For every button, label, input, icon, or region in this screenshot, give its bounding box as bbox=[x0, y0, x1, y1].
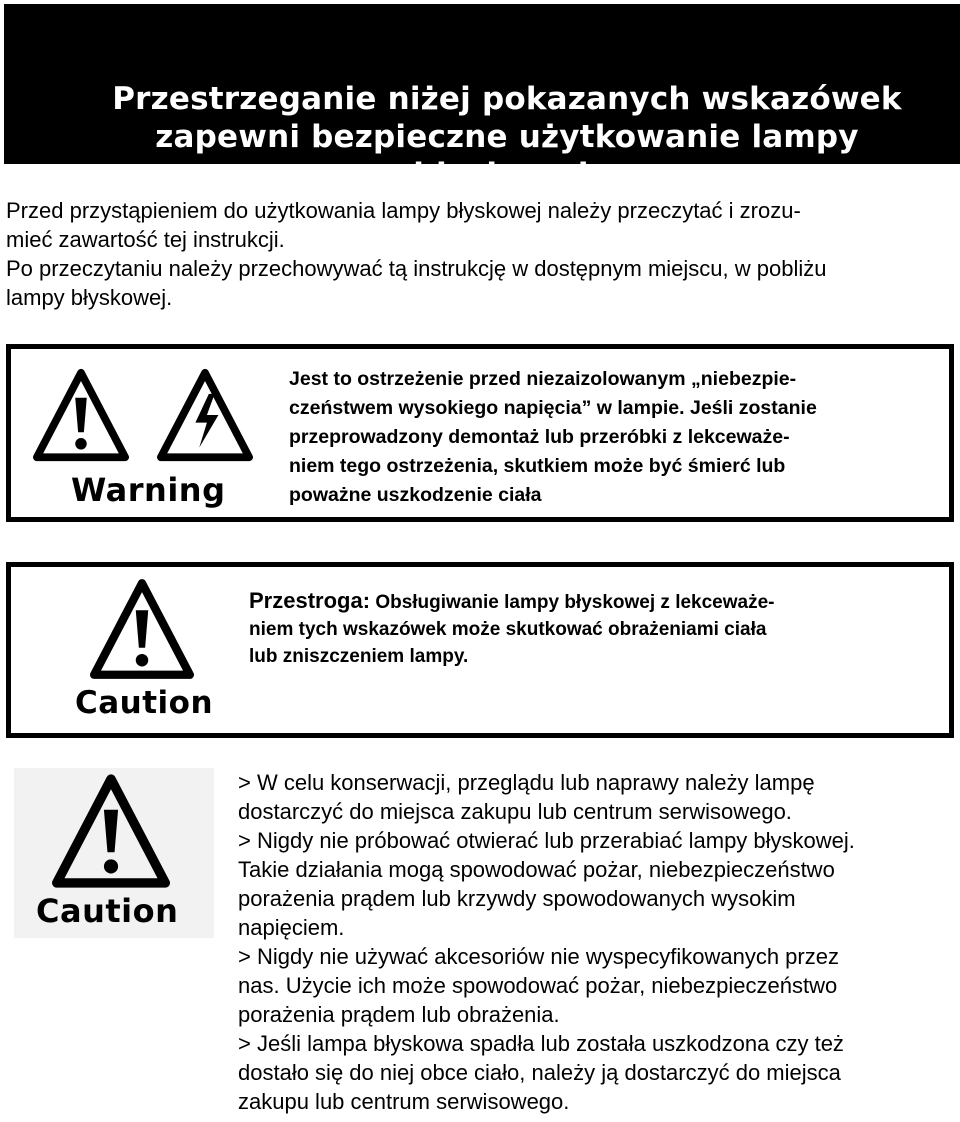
exclamation-triangle-icon bbox=[33, 367, 129, 463]
intro-line: Przed przystąpieniem do użytkowania lampy błyskowej należy przeczytać i zrozu- bbox=[6, 198, 801, 223]
list-item: zakupu lub centrum serwisowego. bbox=[238, 1089, 570, 1114]
exclamation-triangle-icon bbox=[87, 577, 197, 681]
intro-line: Po przeczytaniu należy przechowywać tą instrukcję w dostępnym miejscu, w pobliżu bbox=[6, 256, 827, 281]
caution-label: Caution bbox=[75, 685, 214, 721]
exclamation-triangle-icon bbox=[48, 772, 174, 890]
warning-line: niem tego ostrzeżenia, skutkiem może być śmierć lub bbox=[289, 455, 786, 477]
caution-text bbox=[249, 587, 909, 670]
warning-line: przeprowadzony demontaż lub przeróbki z lekceważe- bbox=[289, 426, 790, 448]
list-item: dostarczyć do miejsca zakupu lub centrum serwisowego. bbox=[238, 799, 792, 824]
lightning-triangle-icon bbox=[157, 367, 253, 463]
list-item: porażenia prądem lub krzywdy spowodowanych wysokim bbox=[238, 886, 796, 911]
intro-paragraph bbox=[6, 196, 946, 312]
list-item: porażenia prądem lub obrażenia. bbox=[238, 1002, 560, 1027]
caution-list bbox=[238, 768, 956, 1116]
list-item: > W celu konserwacji, przeglądu lub naprawy należy lampę bbox=[238, 770, 815, 795]
caution-line bbox=[249, 587, 909, 616]
warning-line: poważne uszkodzenie ciała bbox=[289, 484, 542, 506]
header-title-line1: Przestrzeganie niżej pokazanych wskazówek bbox=[112, 81, 902, 117]
warning-line: Jest to ostrzeżenie przed niezaizolowanym „niebezpie- bbox=[289, 368, 797, 390]
caution-box bbox=[6, 562, 954, 738]
caution-lead: Przestroga: bbox=[249, 588, 371, 613]
list-item: Takie działania mogą spowodować pożar, niebezpieczeństwo bbox=[238, 857, 835, 882]
list-item: > Jeśli lampa błyskowa spadła lub została uszkodzona czy też bbox=[238, 1031, 844, 1056]
header-banner bbox=[4, 4, 960, 193]
caution-line-rest: Obsługiwanie lampy błyskowej z lekceważe- bbox=[370, 592, 775, 613]
warning-label: Warning bbox=[71, 471, 226, 509]
caution-label: Caution bbox=[36, 892, 179, 930]
warning-line: czeństwem wysokiego napięcia” w lampie. Jeśli zostanie bbox=[289, 397, 817, 419]
warning-text bbox=[289, 365, 909, 510]
header-title bbox=[64, 80, 950, 194]
caution-line: niem tych wskazówek może skutkować obrażeniami ciała bbox=[249, 619, 767, 640]
intro-line: mieć zawartość tej instrukcji. bbox=[6, 227, 285, 252]
header-title-line2: zapewni bezpieczne użytkowanie lampy błyskowej. bbox=[155, 119, 859, 193]
list-item: dostało się do niej obce ciało, należy ją dostarczyć do miejsca bbox=[238, 1060, 841, 1085]
warning-box bbox=[6, 344, 954, 522]
caution-line: lub zniszczeniem lampy. bbox=[249, 646, 469, 667]
caution-sign-panel bbox=[14, 768, 214, 938]
list-item: napięciem. bbox=[238, 915, 345, 940]
list-item: > Nigdy nie używać akcesoriów nie wyspecyfikowanych przez bbox=[238, 944, 839, 969]
intro-line: lampy błyskowej. bbox=[6, 285, 173, 310]
list-item: nas. Użycie ich może spowodować pożar, niebezpieczeństwo bbox=[238, 973, 838, 998]
list-item: > Nigdy nie próbować otwierać lub przerabiać lampy błyskowej. bbox=[238, 828, 855, 853]
